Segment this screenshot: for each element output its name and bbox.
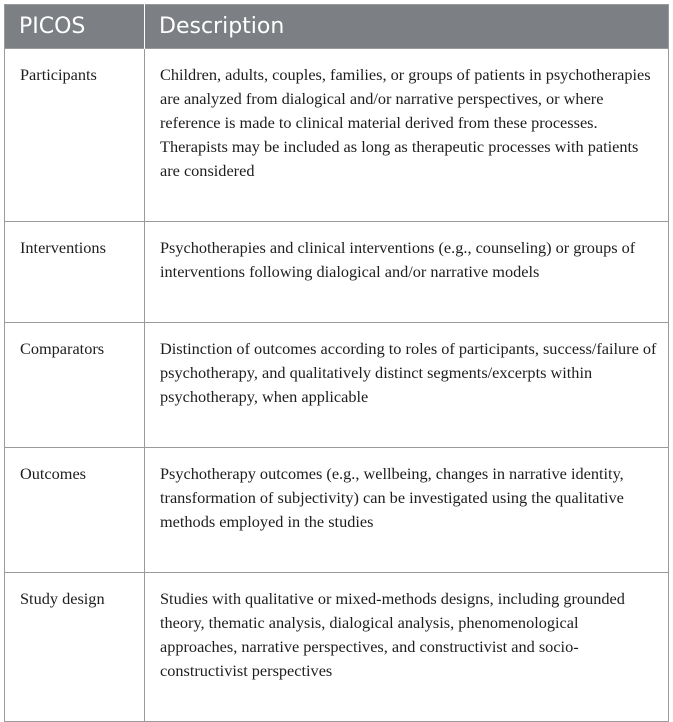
table-header-row [5,5,669,49]
table-row [5,573,669,722]
row-description-interventions: Psychotherapies and clinical interventions (e.g., counseling) or groups of interventions following dialogical and/or narrative models [145,222,669,323]
table-row [5,448,669,573]
table-row [5,222,669,323]
row-label-outcomes: Outcomes [5,448,145,573]
row-label-comparators: Comparators [5,323,145,448]
row-label-participants: Participants [5,49,145,222]
column-header-picos: PICOS [5,5,145,49]
row-description-comparators: Distinction of outcomes according to roles of participants, success/failure of psychotherapy, and qualitatively distinct segments/excerpts within psychotherapy, when applicable [145,323,669,448]
row-description-participants: Children, adults, couples, families, or groups of patients in psychotherapies are analyzed from dialogical and/or narrative perspectives, or where reference is made to clinical material derived from these processes. Therapists may be included as long as therapeutic processes with patients are considered [145,49,669,222]
table-row [5,323,669,448]
row-label-interventions: Interventions [5,222,145,323]
row-description-outcomes: Psychotherapy outcomes (e.g., wellbeing, changes in narrative identity, transformation of subjectivity) can be investigated using the qualitative methods employed in the studies [145,448,669,573]
table-row [5,49,669,222]
row-label-study-design: Study design [5,573,145,722]
row-description-study-design: Studies with qualitative or mixed-methods designs, including grounded theory, thematic analysis, dialogical analysis, phenomenological approaches, narrative perspectives, and constructivist and socio-constructivist perspectives [145,573,669,722]
picos-table [4,4,669,722]
column-header-description: Description [145,5,669,49]
